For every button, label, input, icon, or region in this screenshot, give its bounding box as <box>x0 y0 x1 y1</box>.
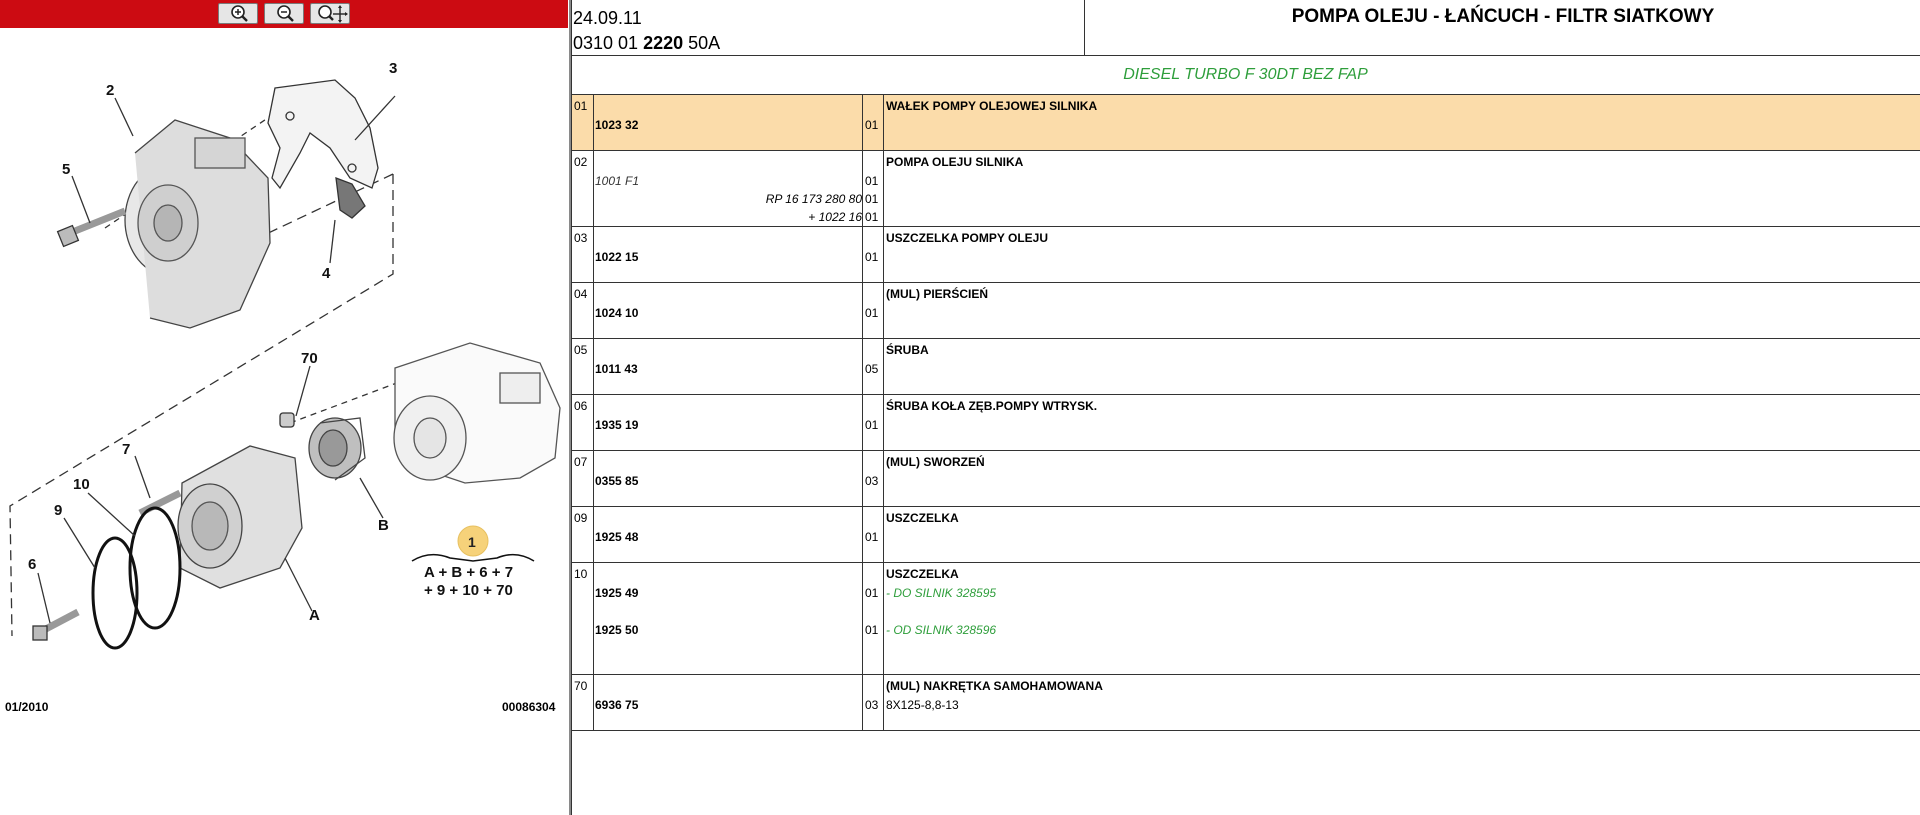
part-ref[interactable]: 1925 49 <box>595 586 639 600</box>
callout-9: 9 <box>54 502 63 519</box>
diagram-date: 01/2010 <box>5 700 49 714</box>
callout-5: 5 <box>62 161 71 178</box>
callout-6: 6 <box>28 556 37 573</box>
part-note: - DO SILNIK 328595 <box>886 586 997 600</box>
callout-1: 1 <box>468 534 476 550</box>
part-qty: 01 <box>865 118 879 132</box>
assembled-pump <box>394 343 560 483</box>
table-row[interactable]: 06 1935 19 01 ŚRUBA KOŁA ZĘB.POMPY WTRYSK. <box>571 395 1920 451</box>
header-code: 0310 01 2220 50A <box>573 33 721 53</box>
part-ref[interactable]: RP 16 173 280 80 <box>765 192 862 206</box>
zoom-in-button[interactable] <box>218 3 258 24</box>
part-desc: (MUL) SWORZEŃ <box>886 455 985 469</box>
part-ref[interactable]: 1024 10 <box>595 306 639 320</box>
parts-table <box>571 95 1920 731</box>
part-ref[interactable]: 1925 48 <box>595 530 639 544</box>
exploded-parts-diagram <box>0 28 568 748</box>
zoom-toolbar <box>0 0 568 28</box>
table-row[interactable]: 70 6936 75 03 (MUL) NAKRĘTKA SAMOHAMOWANA 8X125-8,8-13 <box>571 675 1920 731</box>
assembly-line-1: A + B + 6 + 7 <box>424 564 514 581</box>
nut-70 <box>280 413 294 427</box>
bolt-6-head <box>33 626 47 640</box>
part-ref[interactable]: 1023 32 <box>595 118 639 132</box>
callout-B: B <box>378 517 389 534</box>
pan-zoom-icon <box>311 4 349 23</box>
table-header <box>571 0 1920 56</box>
callout-4: 4 <box>322 265 331 282</box>
zoom-in-icon <box>219 4 257 23</box>
engine-variant: DIESEL TURBO F 30DT BEZ FAP <box>571 56 1920 95</box>
part-desc: USZCZELKA POMPY OLEJU <box>886 231 1049 245</box>
bolt-5 <box>58 211 125 246</box>
table-row[interactable]: 02 1001 F1 RP 16 173 280 80 + 1022 16 01 01 01 POMPA OLEJU SILNIKA <box>571 151 1920 227</box>
header-info <box>571 0 1085 56</box>
header-date: 24.09.11 <box>573 8 642 28</box>
part-ref[interactable]: 1935 19 <box>595 418 639 432</box>
part-ref[interactable]: 6936 75 <box>595 698 639 712</box>
assembly-callout <box>412 526 534 599</box>
table-row[interactable]: 03 1022 15 01 USZCZELKA POMPY OLEJU <box>571 227 1920 283</box>
part-desc: ŚRUBA <box>886 343 929 357</box>
callout-3: 3 <box>389 60 398 77</box>
zoom-out-icon <box>265 4 303 23</box>
table-row[interactable]: 04 1024 10 01 (MUL) PIERŚCIEŃ <box>571 283 1920 339</box>
part-ref[interactable]: 1022 15 <box>595 250 639 264</box>
part-ref[interactable]: + 1022 16 <box>808 210 862 224</box>
part-spec: 8X125-8,8-13 <box>886 698 959 712</box>
callout-70: 70 <box>301 350 318 367</box>
callout-2: 2 <box>106 82 115 99</box>
assembly-line-2: + 9 + 10 + 70 <box>424 582 513 599</box>
o-ring-10 <box>130 508 180 628</box>
pan-zoom-button[interactable] <box>310 3 350 24</box>
part-desc: (MUL) PIERŚCIEŃ <box>886 287 988 301</box>
table-row[interactable]: 05 1011 43 05 ŚRUBA <box>571 339 1920 395</box>
part-ref[interactable]: 0355 85 <box>595 474 639 488</box>
diagram-id: 00086304 <box>502 700 556 714</box>
ring-part <box>336 178 365 218</box>
diagram-pane <box>0 0 570 815</box>
page-title: POMPA OLEJU - ŁAŃCUCH - FILTR SIATKOWY <box>1291 6 1715 27</box>
parts-pane <box>571 0 1920 815</box>
part-note: - OD SILNIK 328596 <box>886 623 997 637</box>
zoom-out-button[interactable] <box>264 3 304 24</box>
part-ref[interactable]: 1011 43 <box>595 362 638 376</box>
callout-7: 7 <box>122 441 131 458</box>
bushing-B <box>309 418 365 480</box>
part-ref[interactable]: 1925 50 <box>595 623 639 637</box>
part-desc: ŚRUBA KOŁA ZĘB.POMPY WTRYSK. <box>886 399 1098 413</box>
pump-gasket <box>268 80 378 188</box>
part-ref[interactable]: 1001 F1 <box>595 174 640 188</box>
table-row[interactable]: 09 1925 48 01 USZCZELKA <box>571 507 1920 563</box>
oil-pump-body <box>125 120 270 328</box>
part-desc: USZCZELKA <box>886 567 959 581</box>
housing-A <box>178 446 302 588</box>
table-row[interactable]: 07 0355 85 03 (MUL) SWORZEŃ <box>571 451 1920 507</box>
table-row[interactable]: 01 1023 32 01 WAŁEK POMPY OLEJOWEJ SILNIKA <box>571 95 1920 151</box>
callout-A: A <box>309 607 320 624</box>
part-desc: POMPA OLEJU SILNIKA <box>886 155 1024 169</box>
table-row[interactable]: 10 1925 49 1925 50 01 01 USZCZELKA - DO SILNIK 328595 - OD SILNIK 328596 <box>571 563 1920 675</box>
part-desc: (MUL) NAKRĘTKA SAMOHAMOWANA <box>886 679 1103 693</box>
callout-10: 10 <box>73 476 90 493</box>
part-desc: WAŁEK POMPY OLEJOWEJ SILNIKA <box>886 99 1098 113</box>
part-desc: USZCZELKA <box>886 511 959 525</box>
